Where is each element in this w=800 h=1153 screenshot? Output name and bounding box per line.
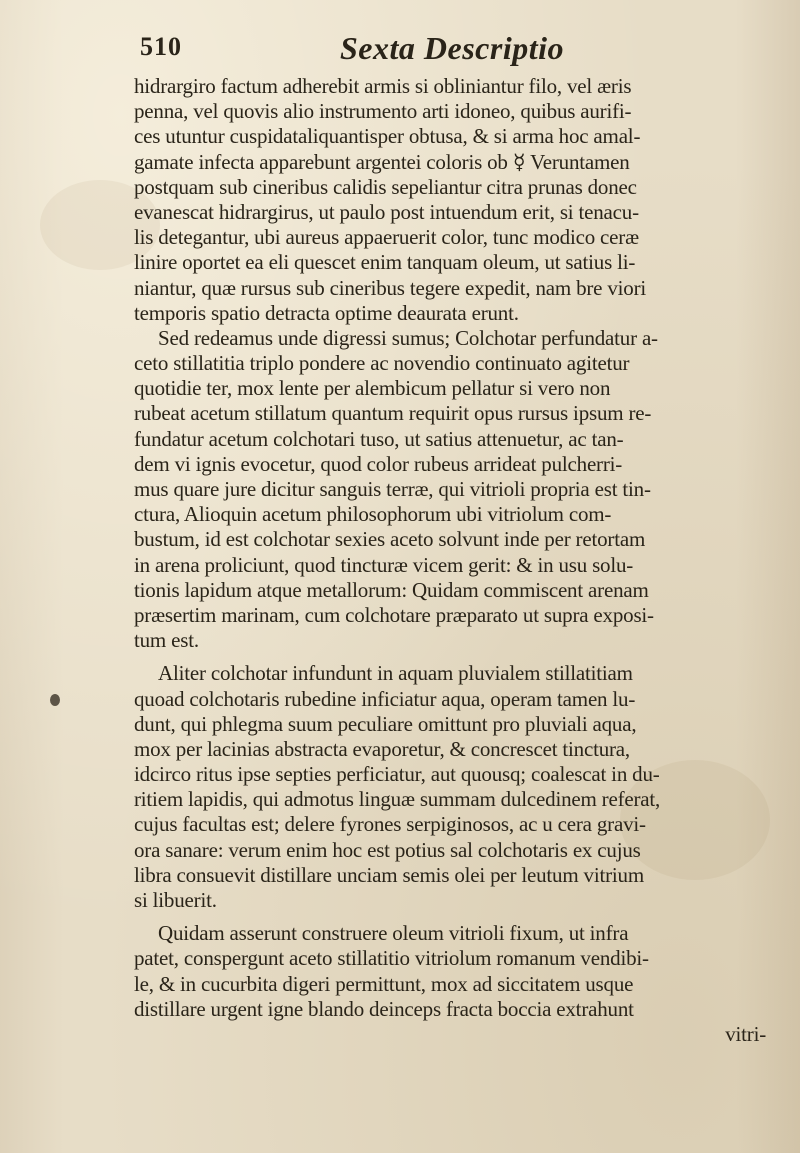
text-line: temporis spatio detracta optime deaurata erunt. — [134, 300, 519, 325]
text-line: mus quare jure dicitur sanguis terræ, qui vitrioli propria est tin- — [134, 477, 651, 501]
text-line: ces utuntur cuspidataliquantisper obtusa, & si arma hoc amal- — [134, 124, 641, 149]
page-number: 510 — [140, 32, 182, 61]
text-line: in arena proliciunt, quod tincturæ vicem gerit: & in usu solu- — [134, 552, 634, 577]
text-line: linire oportet ea eli quescet enim tanquam oleum, ut satius li- — [134, 250, 636, 275]
text-line: cujus facultas est; delere fyrones serpiginosos, ac u cera gravi- — [134, 812, 646, 837]
text-line: ctura, Alioquin acetum philosophorum ubi vitriolum com- — [134, 502, 612, 527]
text-line: idcirco ritus ipse septies perficiatur, aut quousq; coalescat in du- — [134, 762, 660, 787]
text-line: ceto stillatitia triplo pondere ac novendio continuato agitetur — [134, 351, 630, 376]
page-header — [140, 30, 700, 74]
text-line: le, & in cucurbita digeri permittunt, mox ad siccitatem usque — [134, 971, 634, 996]
body-text — [134, 74, 794, 1047]
text-line: quoad colchotaris rubedine inficiatur aqua, operam tamen lu- — [134, 686, 636, 711]
text-line: mox per lacinias abstracta evaporetur, & concrescet tinctura, — [134, 736, 630, 761]
text-line: patet, conspergunt aceto stillatitio vitriolum romanum vendibi- — [134, 946, 649, 971]
text-line: distillare urgent igne blando deinceps fracta boccia extrahunt — [134, 996, 634, 1021]
text-line: penna, vel quovis alio instrumento arti idoneo, quibus aurifi- — [134, 99, 632, 124]
text-line: bustum, id est colchotar sexies aceto solvunt inde per retortam — [134, 527, 646, 552]
text-line: libra consuevit distillare unciam semis olei per leutum vitrium — [134, 862, 644, 887]
paragraph-start-line: Aliter colchotar infundunt in aquam pluvialem stillatitiam — [158, 661, 633, 686]
text-line: si libuerit. — [134, 888, 217, 912]
text-line: rubeat acetum stillatum quantum requirit opus rursus ipsum re- — [134, 401, 652, 426]
text-line: hidrargiro factum adherebit armis si obliniantur filo, vel æris — [134, 74, 632, 98]
text-line: postquam sub cineribus calidis sepeliantur citra prunas donec — [134, 174, 637, 199]
text-line: tum est. — [134, 628, 199, 653]
text-line: ora sanare: verum enim hoc est potius sal colchotaris ex cujus — [134, 837, 641, 862]
catchword: vitri- — [725, 1021, 766, 1046]
paragraph-start-line: Sed redeamus unde digressi sumus; Colchotar perfundatur a- — [158, 325, 658, 350]
text-line: tionis lapidum atque metallorum: Quidam commiscent arenam — [134, 577, 649, 602]
text-line: lis detegantur, ubi aureus appaeruerit color, tunc modico ceræ — [134, 225, 639, 250]
text-line: ritiem lapidis, qui admotus linguæ summam dulcedinem referat, — [134, 787, 661, 812]
running-head: Sexta Descriptio — [340, 30, 564, 66]
text-line: dem vi ignis evocetur, quod color rubeus arrideat pulcherri- — [134, 451, 623, 476]
ink-blot — [50, 694, 60, 706]
paragraph-start-line: Quidam asserunt construere oleum vitrioli fixum, ut infra — [158, 921, 629, 946]
text-line: præsertim marinam, cum colchotare præparato ut supra exposi- — [134, 602, 654, 627]
text-line: evanescat hidrargirus, ut paulo post intuendum erit, si tenacu- — [134, 199, 639, 224]
text-line: quotidie ter, mox lente per alembicum pellatur si vero non — [134, 376, 611, 401]
text-line: dunt, qui phlegma suum peculiare omittunt pro pluviali aqua, — [134, 711, 637, 736]
text-line: gamate infecta apparebunt argentei coloris ob ☿ Veruntamen — [134, 149, 630, 174]
text-line: niantur, quæ rursus sub cineribus tegere expedit, nam bre viori — [134, 275, 647, 300]
text-line: fundatur acetum colchotari tuso, ut satius attenuetur, ac tan- — [134, 426, 624, 451]
